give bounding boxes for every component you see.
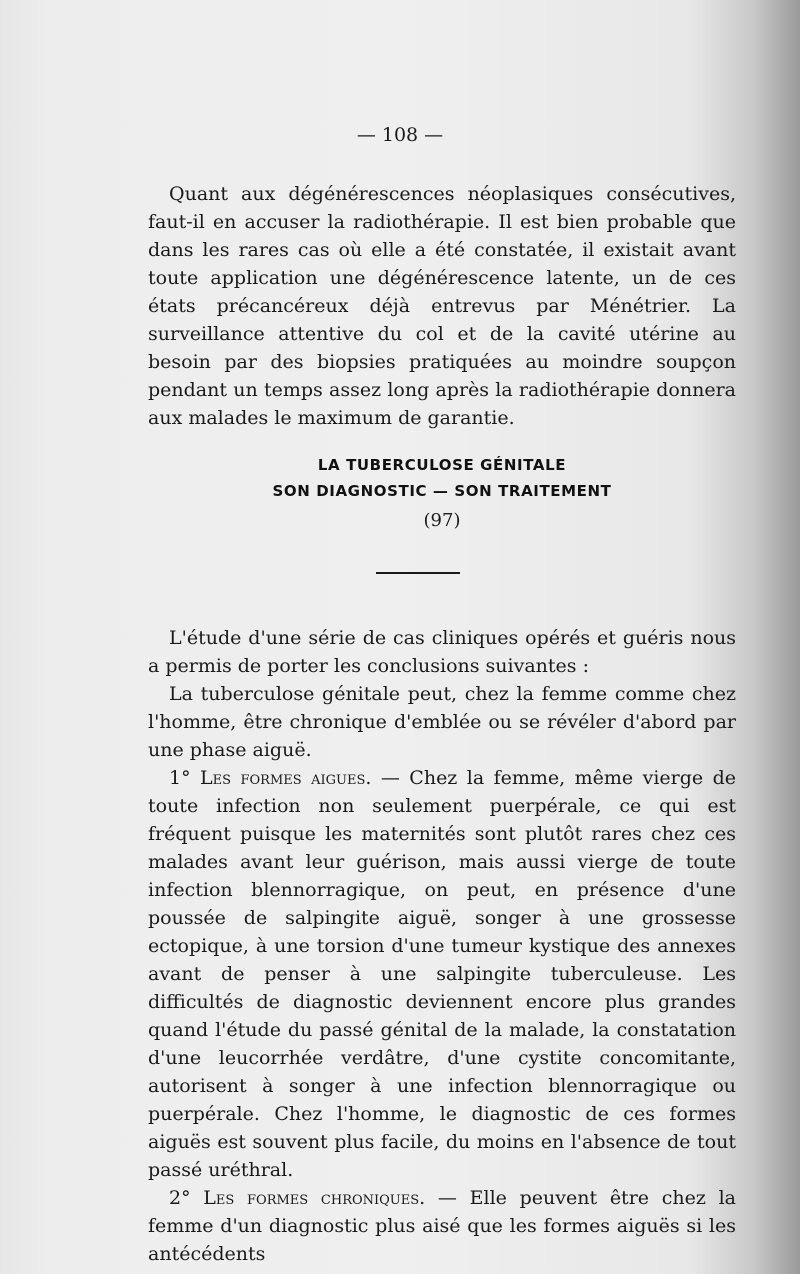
chronic-forms-heading: 2° Les formes chroniques. bbox=[169, 1187, 426, 1209]
body-paragraph-3 bbox=[148, 764, 736, 1184]
chronic-forms-text: — Elle peuvent être chez la femme d'un diagnostic plus aisé que les formes aiguës si les antécédents bbox=[148, 1187, 736, 1265]
section-title-line2: SON DIAGNOSTIC — SON TRAITEMENT bbox=[272, 482, 612, 500]
section-divider bbox=[376, 572, 460, 574]
section-title-line1: LA TUBERCULOSE GÉNITALE bbox=[317, 456, 567, 474]
acute-forms-text: — Chez la femme, même vierge de toute infection non seulement puerpérale, ce qui est fréquent puisque les maternités sont plutôt rares chez ces malades avant leur guérison, mais aussi vierge de toute infection blennorragique, on peut, en présence d'une poussée de salpingite aiguë, songer à une grossesse ectopique, à une torsion d'une tumeur kystique des annexes avant de penser à une salpingite tuberculeuse. Les difficultés de diagnostic deviennent encore plus grandes quand l'étude du passé génital de la malade, la constatation d'une leucorrhée verdâtre, d'une cystite concomitante, autorisent à songer à une infection blennorragique ou puerpérale. Chez l'homme, le diagnostic de ces formes aiguës est souvent plus facile, du moins en l'absence de tout passé uréthral. bbox=[148, 767, 736, 1181]
body-section bbox=[148, 624, 736, 1268]
body-paragraph-4 bbox=[148, 1184, 736, 1268]
body-paragraph-1: L'étude d'une série de cas cliniques opérés et guéris nous a permis de porter les conclusions suivantes : bbox=[148, 627, 736, 677]
page-number: — 108 — bbox=[356, 124, 444, 146]
intro-paragraph: Quant aux dégénérescences néoplasiques consécutives, faut-il en accuser la radiothérapie. Il est bien probable que dans les rares cas où elle a été constatée, il existait avant toute application une dégénérescence latente, un de ces états précancéreux déjà entrevus par Ménétrier. La surveillance attentive du col et de la cavité utérine au besoin par des biopsies pratiquées au moindre soupçon pendant un temps assez long après la radiothérapie donnera aux malades le maximum de garantie. bbox=[148, 183, 736, 429]
body-paragraph-2: La tuberculose génitale peut, chez la femme comme chez l'homme, être chronique d'emblée ou se révéler d'abord par une phase aiguë. bbox=[148, 683, 736, 761]
section-reference: (97) bbox=[423, 510, 461, 531]
acute-forms-heading: 1° Les formes aigues. bbox=[169, 767, 372, 789]
intro-section bbox=[148, 180, 736, 432]
